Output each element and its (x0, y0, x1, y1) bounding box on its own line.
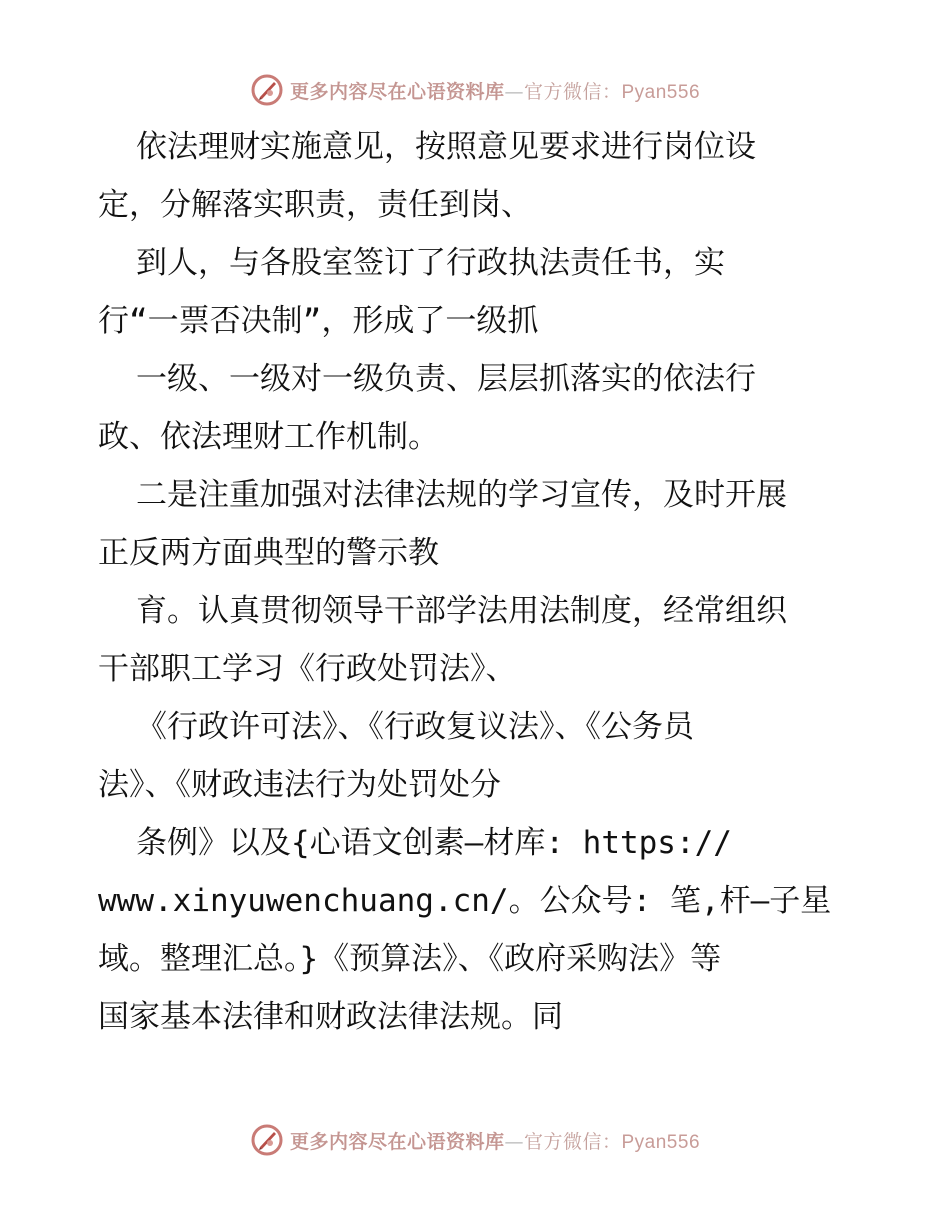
body-line: 依法理财实施意见，按照意见要求进行岗位设 (136, 129, 756, 165)
body-line: www.xinyuwenchuang.cn/。公众号: 笔,杆—子星 (98, 883, 832, 919)
quill-seal-logo-icon (250, 1123, 284, 1157)
body-line: 域。整理汇总。}《预算法》、《政府采购法》等 (98, 941, 722, 977)
body-line: 到人，与各股室签订了行政执法责任书，实 (136, 245, 725, 281)
page-footer (0, 1120, 950, 1160)
document-body (98, 118, 858, 1046)
body-line: 条例》以及{心语文创素—材库: https:// (136, 825, 732, 861)
header-brand-name: 更多内容尽在心语资料库 (289, 80, 505, 103)
body-line: 育。认真贯彻领导干部学法用法制度，经常组织 (136, 593, 787, 629)
body-line: 行“一票否决制”，形成了一级抓 (98, 303, 539, 339)
body-line: 国家基本法律和财政法律法规。同 (98, 999, 563, 1035)
footer-brand-name: 更多内容尽在心语资料库 (289, 1130, 505, 1153)
footer-wechat-label: 官方微信： (523, 1130, 622, 1153)
page-header (0, 70, 950, 110)
body-line: 法》、《财政违法行为处罚处分 (98, 767, 501, 803)
body-line: 政、依法理财工作机制。 (98, 419, 439, 455)
header-brand (250, 73, 700, 107)
footer-wechat-id: Pyan556 (621, 1131, 701, 1153)
body-line: 干部职工学习《行政处罚法》、 (98, 651, 517, 687)
header-wechat-label: 官方微信： (523, 80, 622, 103)
body-line: 一级、一级对一级负责、层层抓落实的依法行 (136, 361, 756, 397)
body-line: 正反两方面典型的警示教 (98, 535, 439, 571)
footer-brand (250, 1123, 700, 1157)
header-wechat-id: Pyan556 (621, 81, 701, 103)
body-line: 《行政许可法》、《行政复议法》、《公务员 (136, 709, 694, 745)
footer-separator: — (504, 1130, 524, 1153)
body-line: 二是注重加强对法律法规的学习宣传，及时开展 (136, 477, 787, 513)
quill-seal-logo-icon (250, 73, 284, 107)
header-separator: — (504, 80, 524, 103)
body-line: 定，分解落实职责，责任到岗、 (98, 187, 532, 223)
